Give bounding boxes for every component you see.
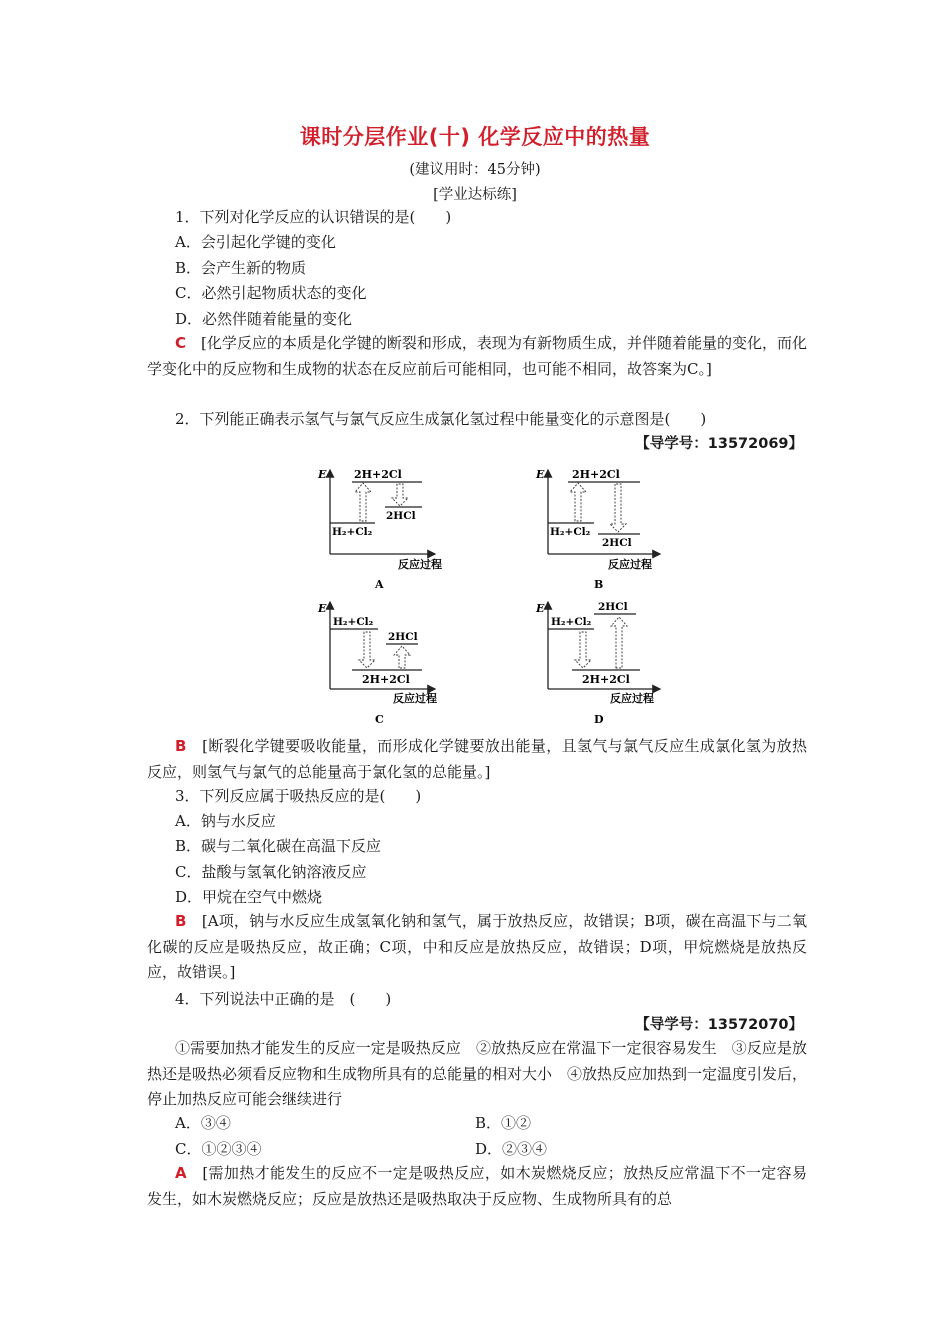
q1-stem: 1．下列对化学反应的认识错误的是( ): [175, 208, 452, 226]
diagram-d-axis-y: E: [536, 602, 545, 615]
q3-answer: B: [175, 912, 187, 930]
diagram-panel-d: [535, 601, 660, 726]
diagram-d-label: D: [594, 713, 604, 726]
q4-explanation-text: [需加热才能发生的反应不一定是吸热反应，如木炭燃烧反应；放热反应常温下不一定容易发生，如木炭燃烧反应；反应是放热还是吸热取决于反应物、生成物所具有的总: [147, 1164, 807, 1208]
diagram-a-axis-y: E: [318, 468, 327, 481]
diagram-b-axis-x: 反应过程: [608, 558, 652, 571]
diagram-c-low-label: 2H+2Cl: [362, 673, 410, 686]
diagram-d-up-arrow: [611, 617, 627, 668]
diagram-d-right-label: 2HCl: [598, 601, 628, 613]
diagram-a-high-label: 2H+2Cl: [354, 468, 402, 481]
q4-guide-number: 【导学号：13572070】: [635, 1017, 803, 1033]
q1-answer: C: [175, 334, 187, 352]
diagram-panel-c: [317, 602, 437, 726]
diagram-a-label: A: [375, 578, 384, 591]
diagram-b-right-label: 2HCl: [602, 537, 632, 549]
q3-option-c: C．盐酸与氢氧化钠溶液反应: [175, 863, 367, 881]
time-note: (建议用时：45分钟): [409, 162, 541, 178]
diagram-d-low-label: 2H+2Cl: [582, 673, 630, 686]
q3-explanation: [147, 909, 807, 986]
q4-answer: A: [175, 1164, 187, 1182]
diagram-panel-a: [317, 468, 442, 591]
q2-explanation-text: [断裂化学键要吸收能量，而形成化学键要放出能量，且氢气与氯气反应生成氯化氢为放热反应，则氢气与氯气的总能量高于氯化氢的总能量。]: [147, 737, 807, 781]
page-title: 课时分层作业(十) 化学反应中的热量: [299, 125, 651, 149]
diagram-a-axis-x: 反应过程: [398, 558, 442, 571]
q3-option-d: D．甲烷在空气中燃烧: [175, 888, 323, 906]
q3-option-b: B．碳与二氧化碳在高温下反应: [175, 837, 382, 855]
diagram-b-left-label: H₂+Cl₂: [550, 526, 591, 538]
q2-guide-number: 【导学号：13572069】: [635, 436, 803, 452]
diagram-b-up-arrow: [570, 483, 586, 521]
q3-explanation-text: [A项，钠与水反应生成氢氧化钠和氢气，属于放热反应，故错误；B项，碳在高温下与二氧化碳的反应是吸热反应，故正确；C项，中和反应是放热反应，故错误；D项，甲烷燃烧是放热反应，故错误。]: [147, 912, 807, 981]
q4-option-c: C．①②③④: [175, 1140, 262, 1158]
diagram-d-left-label: H₂+Cl₂: [551, 616, 592, 628]
q4-statements: ①需要加热才能发生的反应一定是吸热反应 ②放热反应在常温下一定很容易发生 ③反应是放热还是吸热必须看反应物和生成物所具有的总能量的相对大小 ④放热反应加热到一定温度引发后，停止加热反应可能会继续进行: [147, 1039, 808, 1108]
diagram-a-right-label: 2HCl: [386, 510, 416, 522]
diagram-c-down-arrow: [359, 632, 375, 668]
diagram-c-right-label: 2HCl: [388, 631, 418, 643]
section-heading: [学业达标练]: [433, 187, 517, 203]
q1-option-d: D．必然伴随着能量的变化: [175, 310, 353, 328]
diagram-b-label: B: [594, 578, 604, 591]
q4-option-d: D．②③④: [475, 1140, 548, 1158]
diagram-panel-b: [535, 468, 660, 591]
diagram-c-left-label: H₂+Cl₂: [333, 616, 374, 628]
energy-diagram-set: [300, 462, 680, 732]
q2-answer: B: [175, 737, 187, 755]
q2-explanation: [147, 734, 807, 785]
diagram-d-down-arrow: [575, 632, 591, 668]
q4-explanation: [147, 1161, 807, 1212]
diagram-d-axis-x: 反应过程: [610, 692, 654, 705]
q1-option-a: A．会引起化学键的变化: [175, 233, 336, 251]
q4-option-b: B．①②: [475, 1114, 532, 1132]
q1-explanation: [147, 331, 807, 382]
q3-stem: 3．下列反应属于吸热反应的是( ): [175, 787, 422, 805]
diagram-a-down-arrow: [392, 484, 408, 506]
diagram-c-up-arrow: [394, 646, 410, 668]
q4-stem: 4．下列说法中正确的是 ( ): [175, 990, 392, 1008]
q1-explanation-text: [化学反应的本质是化学键的断裂和形成，表现为有新物质生成，并伴随着能量的变化，而化学变化中的反应物和生成物的状态在反应前后可能相同，也可能不相同，故答案为C。]: [147, 334, 807, 378]
diagram-a-up-arrow: [355, 483, 371, 521]
q2-stem: 2．下列能正确表示氢气与氯气反应生成氯化氢过程中能量变化的示意图是( ): [175, 410, 707, 428]
diagram-b-down-arrow: [610, 484, 626, 532]
diagram-c-axis-y: E: [318, 602, 327, 615]
q1-option-b: B．会产生新的物质: [175, 259, 307, 277]
diagram-b-high-label: 2H+2Cl: [572, 468, 620, 481]
q3-option-a: A．钠与水反应: [175, 812, 276, 830]
diagram-b-axis-y: E: [536, 468, 545, 481]
q1-option-c: C．必然引起物质状态的变化: [175, 284, 367, 302]
diagram-c-axis-x: 反应过程: [393, 692, 437, 705]
diagram-a-left-label: H₂+Cl₂: [332, 526, 373, 538]
q4-option-a: A．③④: [175, 1114, 231, 1132]
diagram-c-label: C: [375, 713, 384, 726]
